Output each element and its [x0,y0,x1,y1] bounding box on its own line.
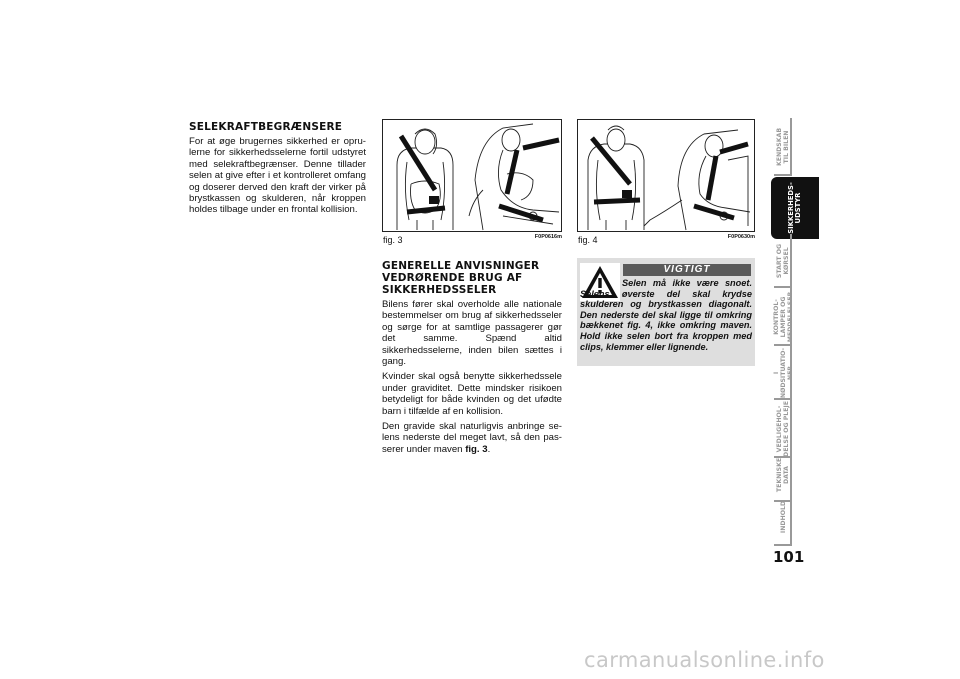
column-left [189,121,366,220]
paragraph-selekraft: For at øge brugernes sikkerhed er oprulerne for sikkerhedsselerne fortil udstyret med selekraftbegrænser. Denne tillader selen at give efter i et kontrolleret omfang og doserer derved den kraft der virker på brystkassen og skulderen, når kroppen holdes tilbage under en frontal kollision. [189,136,366,216]
fig3-label: fig. 3 [383,235,403,245]
column-middle [382,260,562,459]
heading-line-3: SIKKERHEDSSELER [382,284,497,296]
fig4-label: fig. 4 [578,235,598,245]
tab-indhold[interactable] [774,488,792,546]
tab-label: KONTROL- LAMPER OG MEDDELELSER [772,291,794,343]
tab-kendskab-til-bilen[interactable] [774,118,792,176]
warning-title: VIGTIGT [623,264,751,276]
tab-nodsituationer[interactable] [774,346,792,400]
tab-sikkerhedsudstyr[interactable] [771,177,819,239]
fig4-code: F0P0630m [727,234,755,240]
page-number: 101 [773,548,805,566]
warning-body: Selen må ikke være snoet. Selens øverste del skal krydse skulderen og brystkassen diagonalt. Den nederste del skal ligge til omkring bækkenet fig. 4, ikke omkring maven. Hold ikke selen bort fra kroppen med clips, klemmer eller lignende. [580,278,752,352]
tab-label: VEDLIGEHOL- DELSE OG PLEJE [776,401,790,457]
paragraph-3-text: Den gravide skal naturligvis anbringe selens nederste del meget lavt, så den passerer under maven [382,421,562,455]
tab-label: I NØDSITUATIO- NER [772,347,794,399]
figure-4 [577,119,755,232]
warning-box [577,258,755,366]
warning-text [580,278,752,352]
watermark: carmanualsonline.info [584,648,825,672]
paragraph-3 [382,421,562,455]
tab-label: TEKNISKE DATA [776,457,790,493]
section-heading-selekraftbegraensere: SELEKRAFTBEGRÆNSERE [189,121,343,133]
figure-3 [382,119,562,232]
paragraph-1: Bilens fører skal overholde alle nationale bestemmelser om brug af sikkerhedsseler og sørge for at samtlige passagerer gør det samme. Spænd altid sikkerhedsselerne, inden bilen sættes i gang. [382,299,562,368]
section-heading-generelle-anvisninger [382,260,562,296]
heading-line-2: VEDRØRENDE BRUG AF [382,272,523,284]
paragraph-3-end: . [487,443,491,455]
fig3-code: F0P0616m [534,234,562,240]
tab-label: START OG KØRSEL [776,243,790,279]
tab-kontrollamper[interactable] [774,288,792,346]
tab-label: KENDSKAB TIL BILEN [776,127,790,167]
heading-line-1: GENERELLE ANVISNINGER [382,260,540,272]
pregnant-woman-seatbelt-illustration [383,120,561,231]
tab-label: SIKKERHEDS- UDSTYR [787,182,802,234]
paragraph-2: Kvinder skal også benytte sikkerhedssele under graviditet. Dette mindsker risikoen betydeligt for både kvinden og det ufødte barn i tilfælde af en kollision. [382,371,562,417]
fig3-reference: fig. 3 [465,443,488,455]
seatbelt-position-illustration [578,120,754,231]
tab-label: INDHOLD [779,500,787,534]
tab-start-og-korsel[interactable] [774,234,792,288]
